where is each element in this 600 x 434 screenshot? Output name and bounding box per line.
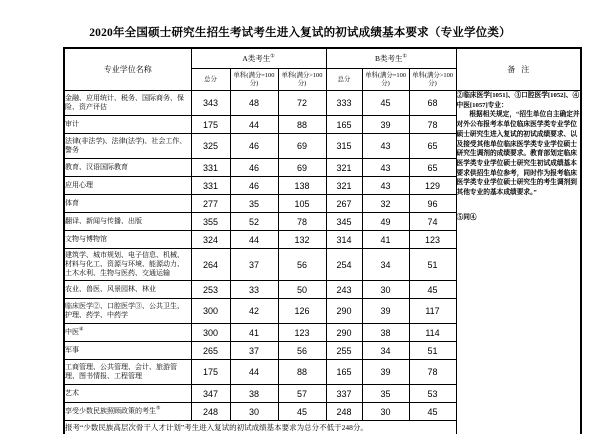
score-cell-b-single-over100: 65 xyxy=(409,134,456,159)
score-cell-b-single-over100: 96 xyxy=(409,195,456,213)
score-cell-b-total: 321 xyxy=(326,177,362,195)
score-cell-a-single100: 44 xyxy=(230,360,278,385)
degree-name-cell xyxy=(64,195,191,213)
score-cell-a-single-over100: 78 xyxy=(278,213,326,231)
column-header-b-total: 总分 xyxy=(326,69,362,91)
score-cell-a-total: 253 xyxy=(191,281,230,299)
score-cell-b-single100: 45 xyxy=(362,91,409,116)
group-b-footnote-mark: ① xyxy=(402,54,408,60)
degree-name-text: 临床医学②、口腔医学③、公共卫生、护理、药学、中药学 xyxy=(65,301,184,319)
score-cell-a-total: 300 xyxy=(191,324,230,342)
score-cell-b-single-over100: 123 xyxy=(409,231,456,249)
score-cell-a-single-over100: 105 xyxy=(278,195,326,213)
score-cell-a-total: 355 xyxy=(191,213,230,231)
score-cell-a-total: 300 xyxy=(191,299,230,324)
score-cell-a-single-over100: 88 xyxy=(278,360,326,385)
score-cell-b-single100: 41 xyxy=(362,231,409,249)
score-cell-b-total: 337 xyxy=(326,385,362,403)
column-header-b-single100: 单科(满分=100分) xyxy=(362,69,409,91)
footnote-mark: ⑤ xyxy=(156,406,161,412)
score-cell-a-total: 175 xyxy=(191,360,230,385)
score-cell-a-single100: 38 xyxy=(230,385,278,403)
score-cell-b-single100: 30 xyxy=(362,281,409,299)
degree-name-text: 建筑学、城市规划、电子信息、机械、材料与化工、资源与环境、能源动力、土木水利、生物与医药、交通运输 xyxy=(65,250,184,278)
column-header-remarks: 备注 xyxy=(456,48,581,91)
table-header xyxy=(64,48,581,91)
table-row xyxy=(64,91,581,116)
score-cell-b-single100: 43 xyxy=(362,159,409,177)
score-cell-b-total: 290 xyxy=(326,299,362,324)
score-cell-a-single-over100: 50 xyxy=(278,281,326,299)
score-cell-a-single-over100: 88 xyxy=(278,116,326,134)
degree-name-cell xyxy=(64,116,191,134)
degree-name-cell xyxy=(64,299,191,324)
score-cell-a-total: 248 xyxy=(191,403,230,421)
score-cell-b-single100: 49 xyxy=(362,213,409,231)
score-cell-b-single100: 38 xyxy=(362,324,409,342)
score-cell-b-single-over100: 51 xyxy=(409,249,456,281)
score-cell-b-total: 165 xyxy=(326,116,362,134)
score-cell-a-single100: 37 xyxy=(230,342,278,360)
score-cell-a-single100: 35 xyxy=(230,195,278,213)
degree-name-text: 文物与博物馆 xyxy=(65,234,107,243)
score-cell-b-single100: 34 xyxy=(362,342,409,360)
score-cell-b-total: 290 xyxy=(326,324,362,342)
score-cell-b-total: 243 xyxy=(326,281,362,299)
score-cell-b-total: 248 xyxy=(326,403,362,421)
degree-name-cell xyxy=(64,342,191,360)
degree-name-text: 军事 xyxy=(65,345,79,354)
remarks-note xyxy=(457,91,581,223)
degree-name-text: 艺术 xyxy=(65,388,79,397)
score-cell-b-single100: 39 xyxy=(362,299,409,324)
score-cell-b-single-over100: 65 xyxy=(409,159,456,177)
score-cell-b-total: 345 xyxy=(326,213,362,231)
footnote-mark: ④ xyxy=(79,327,84,333)
degree-name-cell xyxy=(64,249,191,281)
score-cell-b-single100: 34 xyxy=(362,249,409,281)
degree-name-text: 应用心理 xyxy=(65,180,93,189)
remarks-note-2: ⑤同④ xyxy=(456,213,477,221)
score-cell-b-total: 165 xyxy=(326,360,362,385)
score-cell-b-single-over100: 74 xyxy=(409,213,456,231)
degree-name-text: 中医 xyxy=(65,327,79,336)
degree-name-cell xyxy=(64,231,191,249)
degree-name-cell xyxy=(64,213,191,231)
score-cell-a-single-over100: 45 xyxy=(278,403,326,421)
score-cell-a-single100: 37 xyxy=(230,249,278,281)
score-cell-a-total: 331 xyxy=(191,177,230,195)
score-cell-b-single100: 32 xyxy=(362,195,409,213)
degree-name-text: 农业、兽医、风景园林、林业 xyxy=(65,284,156,293)
score-cell-a-total: 277 xyxy=(191,195,230,213)
score-cell-a-single100: 46 xyxy=(230,177,278,195)
score-cell-a-single100: 41 xyxy=(230,324,278,342)
degree-name-text: 法律(非法学)、法律(法学)、社会工作、警务 xyxy=(65,136,187,154)
score-cell-b-single-over100: 45 xyxy=(409,281,456,299)
score-cell-a-total: 264 xyxy=(191,249,230,281)
score-cell-b-single100: 30 xyxy=(362,403,409,421)
score-cell-b-total: 321 xyxy=(326,159,362,177)
remarks-cell xyxy=(456,91,581,434)
column-group-a xyxy=(191,48,326,69)
score-cell-b-single-over100: 45 xyxy=(409,403,456,421)
degree-name-text: 翻译、新闻与传播、出版 xyxy=(65,216,142,225)
group-b-label: B类考生 xyxy=(375,54,403,63)
score-cell-a-single-over100: 56 xyxy=(278,342,326,360)
score-cell-a-single100: 44 xyxy=(230,116,278,134)
score-cell-a-single-over100: 57 xyxy=(278,385,326,403)
score-cell-b-total: 255 xyxy=(326,342,362,360)
score-cell-a-single100: 48 xyxy=(230,91,278,116)
score-cell-b-single100: 39 xyxy=(362,116,409,134)
degree-name-cell xyxy=(64,91,191,116)
group-a-footnote-mark: ① xyxy=(270,54,275,60)
score-cell-a-single100: 33 xyxy=(230,281,278,299)
score-cell-a-single100: 46 xyxy=(230,159,278,177)
degree-name-cell xyxy=(64,177,191,195)
column-header-a-total: 总分 xyxy=(191,69,230,91)
score-cell-a-single-over100: 138 xyxy=(278,177,326,195)
score-cell-b-total: 267 xyxy=(326,195,362,213)
remarks-note-heading: ②临床医学[1051]、③口腔医学[1052]、④中医[1057]专业： xyxy=(456,92,580,109)
degree-name-text: 教育、汉语国际教育 xyxy=(65,162,128,171)
score-cell-b-total: 315 xyxy=(326,134,362,159)
degree-name-text: 享受少数民族照顾政策的考生 xyxy=(65,406,156,415)
score-cell-b-total: 314 xyxy=(326,231,362,249)
score-cell-a-total: 265 xyxy=(191,342,230,360)
score-cell-b-single-over100: 68 xyxy=(409,91,456,116)
score-cell-a-single100: 30 xyxy=(230,403,278,421)
score-cell-b-single-over100: 114 xyxy=(409,324,456,342)
score-cell-a-total: 325 xyxy=(191,134,230,159)
column-header-b-single-over100: 单科(满分>100分) xyxy=(409,69,456,91)
page-title: 2020年全国硕士研究生招生考试考生进入复试的初试成绩基本要求（专业学位类） xyxy=(89,27,511,39)
score-cell-a-total: 331 xyxy=(191,159,230,177)
score-cell-b-total: 333 xyxy=(326,91,362,116)
degree-name-cell xyxy=(64,281,191,299)
score-cell-a-single100: 52 xyxy=(230,213,278,231)
score-cell-b-single100: 39 xyxy=(362,360,409,385)
minority-plan-note: 报考“少数民族高层次骨干人才计划”考生进入复试的初试成绩基本要求为总分不低于248分。 xyxy=(64,421,456,434)
score-cell-a-total: 324 xyxy=(191,231,230,249)
score-cell-b-single100: 43 xyxy=(362,177,409,195)
score-cell-b-single-over100: 51 xyxy=(409,342,456,360)
score-cell-a-total: 347 xyxy=(191,385,230,403)
header-group-row xyxy=(64,48,581,69)
score-cell-a-single-over100: 123 xyxy=(278,324,326,342)
degree-name-cell xyxy=(64,403,191,421)
score-cell-a-total: 175 xyxy=(191,116,230,134)
score-cell-a-single-over100: 69 xyxy=(278,134,326,159)
score-cell-a-single100: 44 xyxy=(230,231,278,249)
score-requirements-table xyxy=(63,47,582,434)
score-cell-b-single100: 35 xyxy=(362,385,409,403)
score-cell-b-single-over100: 78 xyxy=(409,360,456,385)
score-cell-a-single100: 46 xyxy=(230,134,278,159)
degree-name-text: 金融、应用统计、税务、国际商务、保险、资产评估 xyxy=(65,93,184,111)
score-cell-a-single-over100: 132 xyxy=(278,231,326,249)
score-cell-a-single-over100: 72 xyxy=(278,91,326,116)
degree-name-text: 工商管理、公共管理、会计、旅游管理、图书情报、工程管理 xyxy=(65,362,177,380)
column-header-a-single100: 单科(满分=100分) xyxy=(230,69,278,91)
score-cell-b-single-over100: 129 xyxy=(409,177,456,195)
score-cell-b-single-over100: 117 xyxy=(409,299,456,324)
score-cell-a-single-over100: 126 xyxy=(278,299,326,324)
degree-name-text: 审计 xyxy=(65,119,79,128)
score-cell-b-single-over100: 53 xyxy=(409,385,456,403)
degree-name-cell xyxy=(64,159,191,177)
degree-name-text: 体育 xyxy=(65,198,79,207)
score-cell-b-single-over100: 78 xyxy=(409,116,456,134)
score-cell-b-single100: 43 xyxy=(362,134,409,159)
column-header-a-single-over100: 单科(满分>100分) xyxy=(278,69,326,91)
score-cell-a-single-over100: 69 xyxy=(278,159,326,177)
degree-name-cell xyxy=(64,324,191,342)
remarks-note-paragraph: 根据相关规定，“招生单位自主确定并对外公布报考本单位临床医学类专业学位硕士研究生进入复试的初试成绩要求、以及接受其他单位临床医学类专业学位硕士研究生调剂的成绩要求。教育部划定临床医学类专业学位硕士研究生初试成绩基本要求供招生单位参考，同时作为报考临床医学类专业学位硕士研究生的考生调剂到其他专业的基本成绩要求。” xyxy=(456,111,580,197)
table-body xyxy=(64,91,581,434)
column-header-degree-name: 专业学位名称 xyxy=(64,48,191,91)
degree-name-cell xyxy=(64,385,191,403)
score-cell-a-total: 343 xyxy=(191,91,230,116)
degree-name-cell xyxy=(64,360,191,385)
degree-name-cell xyxy=(64,134,191,159)
group-a-label: A类考生 xyxy=(242,54,271,63)
score-cell-a-single-over100: 56 xyxy=(278,249,326,281)
column-group-b xyxy=(326,48,456,69)
score-cell-b-total: 254 xyxy=(326,249,362,281)
score-cell-a-single100: 42 xyxy=(230,299,278,324)
